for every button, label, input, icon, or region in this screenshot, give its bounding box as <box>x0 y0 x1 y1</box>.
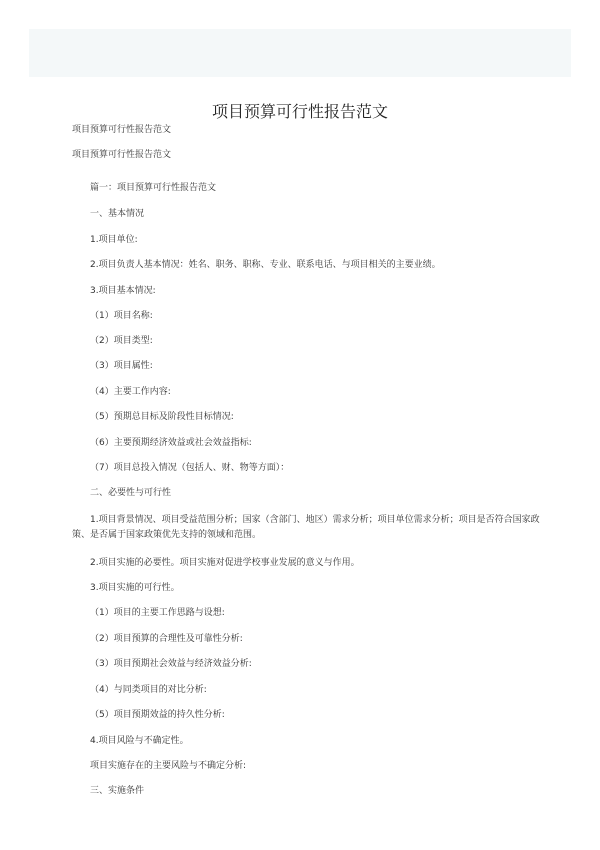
body-line: （4）主要工作内容: <box>90 387 171 397</box>
body-line: （3）项目属性: <box>90 361 153 371</box>
body-line: （1）项目名称: <box>90 311 153 321</box>
body-line: 篇一：项目预算可行性报告范文 <box>90 183 217 193</box>
subtitle-line: 项目预算可行性报告范文 <box>72 125 172 135</box>
body-line: 2.项目负责人基本情况：姓名、职务、职称、专业、联系电话、与项目相关的主要业绩。 <box>90 260 441 270</box>
body-line: （3）项目预期社会效益与经济效益分析: <box>90 659 252 669</box>
body-line: （6）主要预期经济效益或社会效益指标: <box>90 438 252 448</box>
subtitle-line: 项目预算可行性报告范文 <box>72 150 172 160</box>
body-paragraph: 1.项目背景情况、项目受益范围分析；国家（含部门、地区）需求分析；项目单位需求分析；项目是否符合国家政策、是否属于国家政策优先支持的领域和范围。 <box>72 515 540 540</box>
top-banner <box>29 29 571 77</box>
body-line: 3.项目基本情况: <box>90 286 156 296</box>
document-title: 项目预算可行性报告范文 <box>211 102 388 121</box>
body-line: 2.项目实施的必要性。项目实施对促进学校事业发展的意义与作用。 <box>90 558 360 568</box>
body-line: 4.项目风险与不确定性。 <box>90 736 189 746</box>
body-line: （5）项目预期效益的持久性分析: <box>90 710 225 720</box>
body-line: （5）预期总目标及阶段性目标情况: <box>90 412 234 422</box>
body-line: （4）与同类项目的对比分析: <box>90 685 207 695</box>
body-line: 项目实施存在的主要风险与不确定分析: <box>90 761 247 771</box>
section-heading: 一、基本情况 <box>90 209 145 219</box>
body-line: （7）项目总投入情况（包括人、财、物等方面）： <box>90 463 290 473</box>
body-line: 3.项目实施的可行性。 <box>90 583 180 593</box>
body-line: （2）项目预算的合理性及可靠性分析: <box>90 634 243 644</box>
body-line: （2）项目类型: <box>90 336 153 346</box>
body-line: 1.项目单位: <box>90 235 138 245</box>
section-heading: 二、必要性与可行性 <box>90 488 172 498</box>
body-line: （1）项目的主要工作思路与设想: <box>90 608 225 618</box>
section-heading: 三、实施条件 <box>90 786 145 796</box>
